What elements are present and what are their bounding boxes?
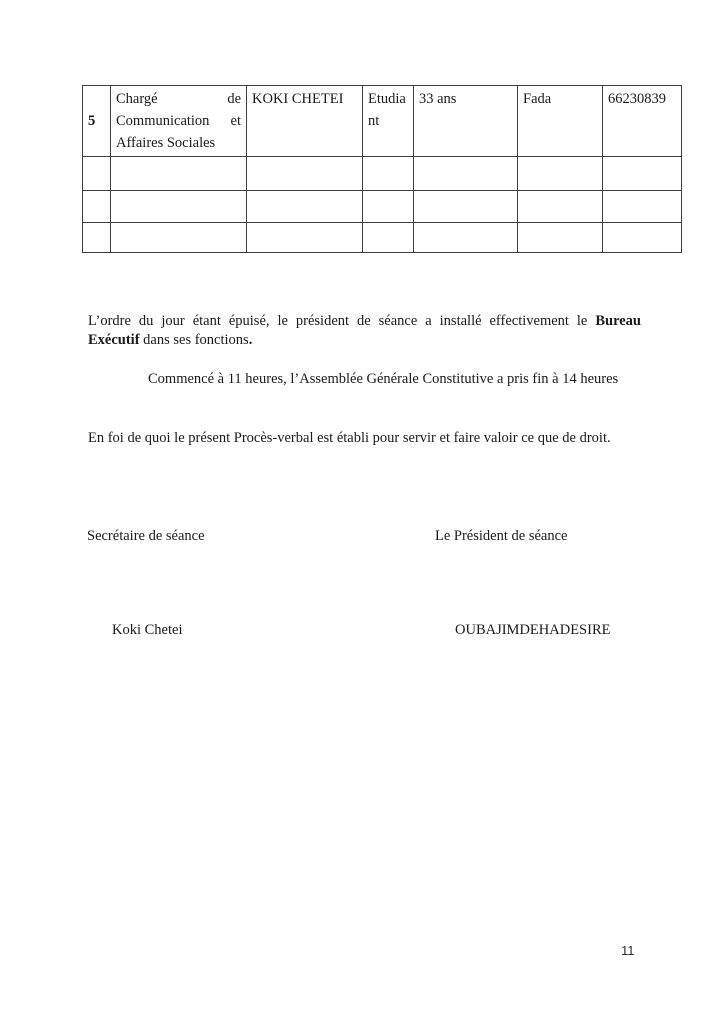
members-table [82, 85, 682, 253]
table-row-empty [83, 157, 682, 191]
table-cell [363, 223, 414, 253]
table-cell [414, 223, 518, 253]
table-cell [363, 191, 414, 223]
attestation-line: En foi de quoi le présent Procès-verbal est établi pour servir et faire valoir ce que de droit. [88, 430, 611, 446]
table-cell [111, 157, 247, 191]
table-cell-profession: Etudiant [363, 86, 414, 157]
closing-line-1 [88, 312, 641, 331]
table-cell [414, 191, 518, 223]
table-cell-lieu: Fada [518, 86, 603, 157]
president-title: Le Président de séance [435, 528, 568, 544]
table-row-empty [83, 191, 682, 223]
table-cell [83, 223, 111, 253]
table-row [83, 86, 682, 157]
closing-paragraph [88, 312, 641, 349]
table-cell-number: 5 [83, 86, 111, 157]
closing-text-regular: L’ordre du jour étant épuisé, le président de séance a installé effectivement le [88, 313, 588, 329]
session-times-line: Commencé à 11 heures, l’Assemblée Générale Constitutive a pris fin à 14 heures [148, 371, 619, 387]
table-cell [83, 191, 111, 223]
page-number: 11 [621, 943, 635, 958]
table-cell-fonction: Chargé de Communication et Affaires Sociales [111, 86, 247, 157]
table-cell [111, 191, 247, 223]
table-cell [363, 157, 414, 191]
table-cell [247, 191, 363, 223]
table-cell [603, 157, 682, 191]
closing-line-2 [88, 331, 641, 350]
table-cell [111, 223, 247, 253]
table-cell [247, 157, 363, 191]
table-row-empty [83, 223, 682, 253]
secretary-title: Secrétaire de séance [87, 528, 205, 544]
table-cell [518, 191, 603, 223]
closing-period-bold: . [248, 331, 253, 348]
table-cell-nom: KOKI CHETEI [247, 86, 363, 157]
table-cell [518, 223, 603, 253]
table-cell [518, 157, 603, 191]
secretary-name: Koki Chetei [112, 622, 183, 638]
closing-text-bold: Exécutif [88, 331, 140, 348]
table-cell [247, 223, 363, 253]
table-cell [603, 223, 682, 253]
table-cell-age: 33 ans [414, 86, 518, 157]
table-cell-telephone: 66230839 [603, 86, 682, 157]
table-cell [414, 157, 518, 191]
table-cell [603, 191, 682, 223]
president-name: OUBAJIMDEHADESIRE [455, 622, 611, 638]
closing-text-bold: Bureau [595, 313, 641, 329]
closing-text-regular: dans ses fonctions [143, 331, 249, 348]
table-cell [83, 157, 111, 191]
